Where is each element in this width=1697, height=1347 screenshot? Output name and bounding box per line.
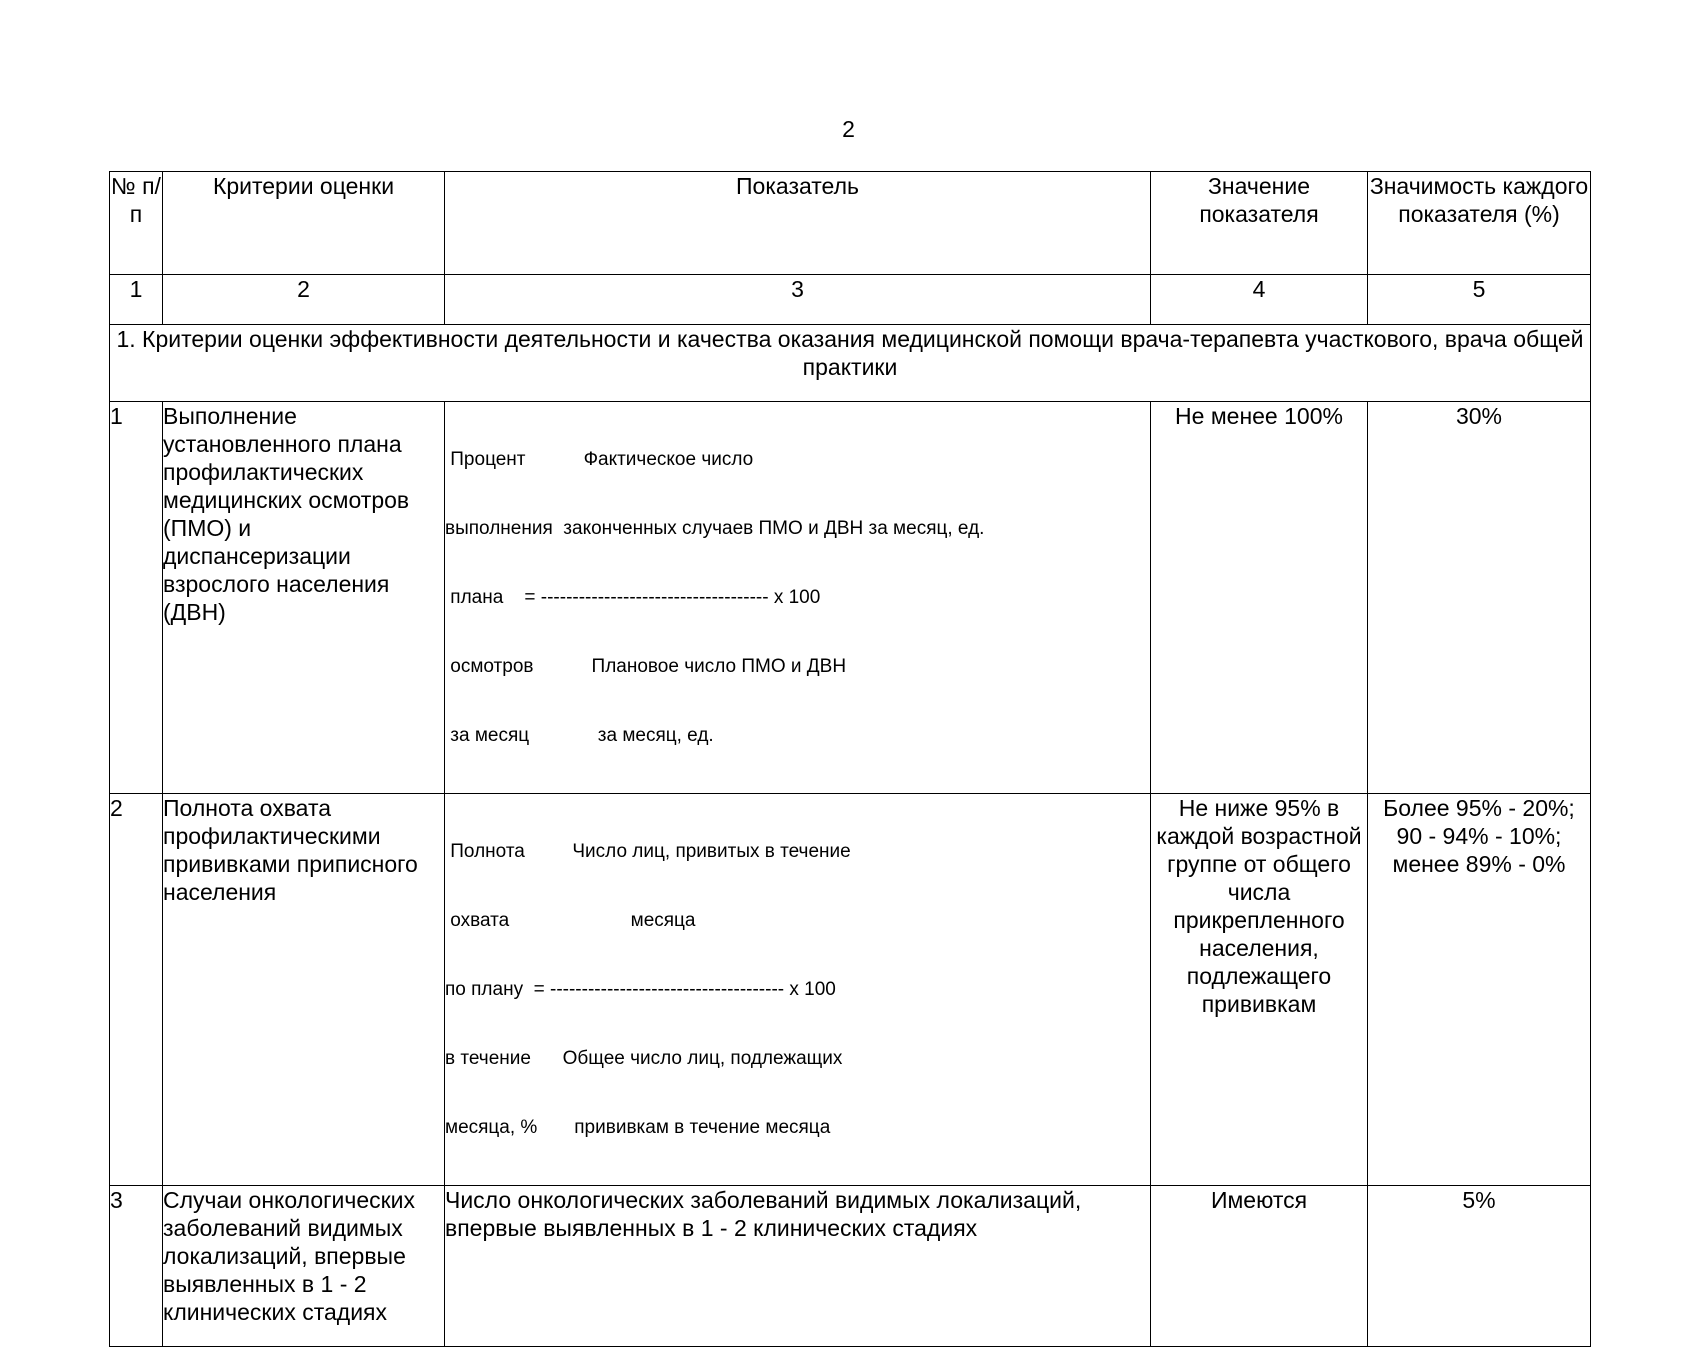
column-numbers-row xyxy=(110,275,1591,325)
table-header-row xyxy=(110,172,1591,275)
section-title: 1. Критерии оценки эффективности деятельности и качества оказания медицинской помощи врача-терапевта участкового, врача общей практики xyxy=(110,325,1591,402)
column-number: 4 xyxy=(1151,275,1368,325)
header-indicator: Показатель xyxy=(445,172,1151,275)
row-value: Не менее 100% xyxy=(1151,402,1368,794)
table-row xyxy=(110,402,1591,794)
significance-line: менее 89% - 0% xyxy=(1392,851,1566,877)
row-number: 2 xyxy=(110,794,163,1186)
significance-line: Более 95% - 20%; xyxy=(1383,795,1575,821)
formula-line: Процент Фактическое число xyxy=(445,449,754,470)
header-criteria: Критерии оценки xyxy=(163,172,445,275)
formula-line: осмотров Плановое число ПМО и ДВН xyxy=(445,656,847,677)
formula-line: Полнота Число лиц, привитых в течение xyxy=(445,841,851,862)
row-significance xyxy=(1368,794,1591,1186)
criteria-table xyxy=(109,171,1591,1347)
row-value: Имеются xyxy=(1151,1186,1368,1347)
column-number: 2 xyxy=(163,275,445,325)
row-number: 1 xyxy=(110,402,163,794)
formula-line: месяца, % прививкам в течение месяца xyxy=(445,1117,831,1138)
formula xyxy=(445,402,1150,793)
formula xyxy=(445,794,1150,1185)
significance-line: 90 - 94% - 10%; xyxy=(1396,823,1562,849)
header-number: № п/п xyxy=(110,172,163,275)
row-criterion: Полнота охвата профилактическими прививками приписного населения xyxy=(163,794,445,1186)
header-value: Значение показателя xyxy=(1151,172,1368,275)
row-indicator: Число онкологических заболеваний видимых локализаций, впервые выявленных в 1 - 2 клинических стадиях xyxy=(445,1186,1151,1347)
column-number: 1 xyxy=(110,275,163,325)
table-row xyxy=(110,794,1591,1186)
column-number: 5 xyxy=(1368,275,1591,325)
row-significance: 30% xyxy=(1368,402,1591,794)
header-significance: Значимость каждого показателя (%) xyxy=(1368,172,1591,275)
formula-line: за месяц за месяц, ед. xyxy=(445,725,714,746)
row-indicator-formula xyxy=(445,794,1151,1186)
row-indicator-formula xyxy=(445,402,1151,794)
page-number: 2 xyxy=(842,116,855,142)
formula-line: по плану = ------------------------------------- х 100 xyxy=(445,979,836,1000)
row-significance: 5% xyxy=(1368,1186,1591,1347)
row-value: Не ниже 95% в каждой возрастной группе от общего числа прикрепленного населения, подлежащего прививкам xyxy=(1151,794,1368,1186)
row-number: 3 xyxy=(110,1186,163,1347)
formula-line: выполнения законченных случаев ПМО и ДВН за месяц, ед. xyxy=(445,518,985,539)
formula-line: плана = ------------------------------------ х 100 xyxy=(445,587,821,608)
table-row xyxy=(110,1186,1591,1347)
section-row xyxy=(110,325,1591,402)
row-criterion: Случаи онкологических заболеваний видимых локализаций, впервые выявленных в 1 - 2 клинических стадиях xyxy=(163,1186,445,1347)
row-criterion: Выполнение установленного плана профилактических медицинских осмотров (ПМО) и диспансеризации взрослого населения (ДВН) xyxy=(163,402,445,794)
formula-line: в течение Общее число лиц, подлежащих xyxy=(445,1048,843,1069)
formula-line: охвата месяца xyxy=(445,910,696,931)
column-number: 3 xyxy=(445,275,1151,325)
